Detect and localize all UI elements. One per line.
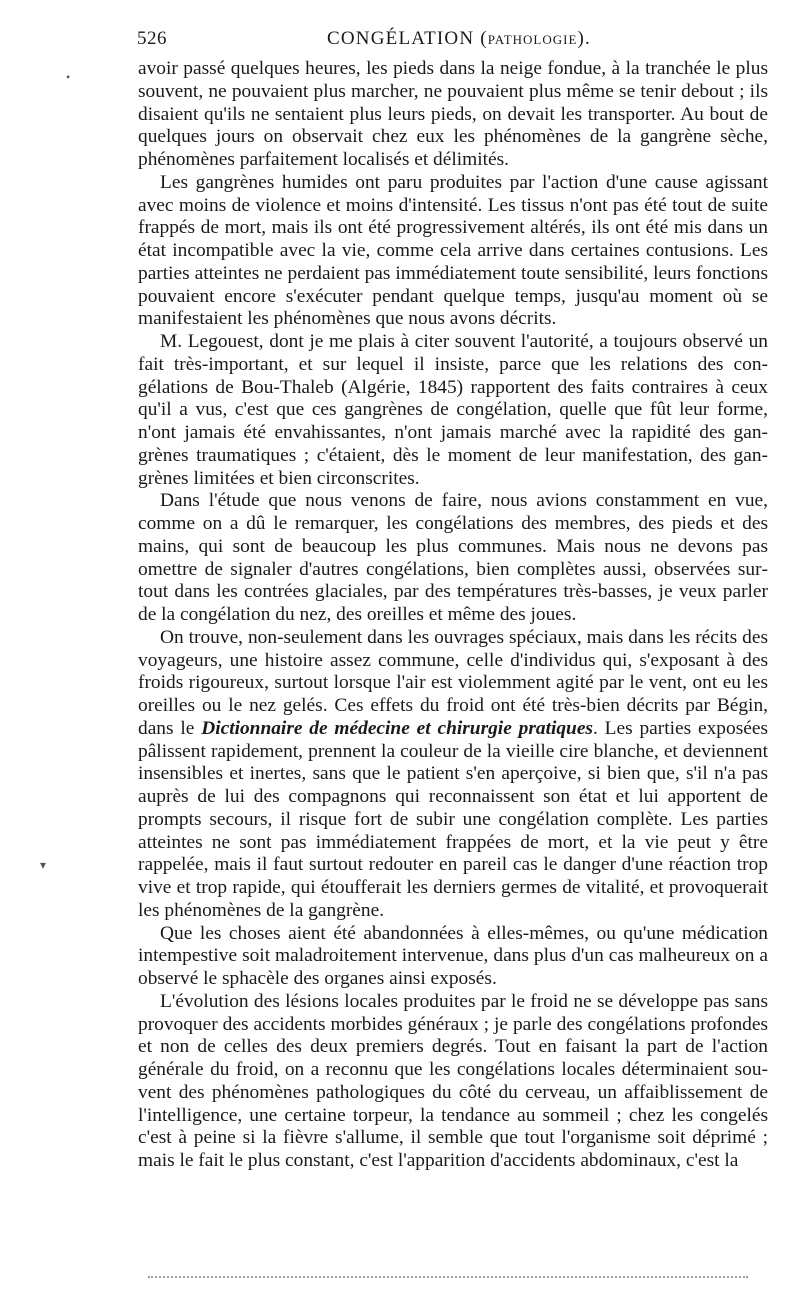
paragraph-3: M. Legouest, dont je me plais à citer souvent l'autorité, a toujours observé un fait très-important, et sur lequel il insiste, parce que les relations des congélations de Bou-Thaleb (Algérie, 1845) rapportent des faits contraires à ceux qu'il a vus, c'est que ces gangrènes de congélation, quelle que fût leur forme, n'ont jamais été envahissantes, n'ont jamais marché avec la rapidité des gangrènes traumatiques ; c'étaient, dès le moment de leur manifestation, des gangrènes limitées et bien circonscrites. bbox=[138, 331, 768, 489]
paragraph-1: avoir passé quelques heures, les pieds dans la neige fondue, à la tranchée le plus souvent, ne pouvaient plus marcher, ne pouvaient plus même se tenir debout ; ils disaient qu'ils ne sentaient plus leurs pieds, on devait les transporter. Au bout de quelques jours on observait chez eux les phénomènes de la gangrène sèche, phénomènes parfaitement localisés et délimités. bbox=[138, 58, 768, 170]
running-title-sub: PATHOLOGIE bbox=[487, 32, 578, 47]
dictionary-title: Dictionnaire de médecine et chirurgie pratiques bbox=[201, 717, 593, 739]
bottom-dotted-rule bbox=[148, 1276, 748, 1278]
body-text bbox=[138, 58, 768, 1173]
running-head bbox=[137, 28, 767, 54]
paragraph-6: Que les choses aient été abandonnées à elles-mêmes, ou qu'une médication intempestive soit maladroitement intervenue, dans plus d'un cas malheureux on a observé le sphacèle des organes ainsi exposés. bbox=[138, 922, 768, 989]
paragraph-5-after: . Les parties exposées pâlissent rapidement, prennent la couleur de la vieille cire blanche, et deviennent insensibles et inertes, sans que le patient s'en aperçoive, si bien que, s'il n'a pas auprès de lui des compagnons qui reconnaissent son état et lui apportent de prompts secours, il risque fort de subir une congélation complète. Les parties atteintes ne sont pas immédiatement frappées de mort, et la vie peut y être rappelée, mais il faut surtout redouter en pareil cas le danger d'une réaction trop vive et trop rapide, qui étoufferait les derniers germes de vitalité, et provoquerait les phénomènes de la gangrène. bbox=[138, 717, 768, 921]
paragraph-7: L'évolution des lésions locales produites par le froid ne se développe pas sans provoquer des accidents morbides généraux ; je parle des congélations profondes et non de celles des deux premiers degrés. Tout en faisant la part de l'action générale du froid, on a reconnu que les congélations locales déterminaient souvent des phénomènes pathologiques du côté du cerveau, un affaiblissement de l'intelligence, une certaine torpeur, la tendance au sommeil ; chez les congelés c'est à peine si la fièvre s'allume, il semble que tout l'organisme soit déprimé ; mais le fait le plus constant, c'est l'apparition d'accidents abdominaux, c'est la bbox=[138, 990, 768, 1171]
paragraph-2: Les gangrènes humides ont paru produites par l'action d'une cause agissant avec moins de violence et moins d'intensité. Les tissus n'ont pas été tout de suite frappés de mort, mais ils ont été progressivement altérés, ils ont été mis dans un état incompatible avec la vie, comme cela arrive dans certaines contusions. Les parties atteintes ne perdaient pas immédiatement toute sensibilité, leurs fonctions pouvaient encore s'exécuter pendant quelque temps, jusqu'au moment où se manifestaient les phénomènes que nous avons décrits. bbox=[138, 171, 768, 330]
running-title-main: CONGÉLATION bbox=[327, 28, 475, 49]
running-title-open: ( bbox=[474, 28, 488, 49]
running-title bbox=[327, 28, 591, 50]
margin-tick-mark: ▾ bbox=[40, 858, 47, 872]
paragraph-5 bbox=[138, 627, 768, 923]
running-title-close: ). bbox=[577, 28, 591, 49]
paragraph-5-before: On trouve, non-seulement dans les ouvrages spéciaux, mais dans les récits des voyageurs, une histoire assez commune, celle d'individus qui, s'exposant à des froids rigoureux, surtout lorsque l'air est violemment agité par le vent, ont eu les oreilles ou le nez gelés. Ces effets du froid ont été très-bien décrits par Bégin, dans le bbox=[138, 626, 768, 739]
margin-dot-mark: • bbox=[66, 70, 71, 84]
paragraph-4: Dans l'étude que nous venons de faire, nous avions constamment en vue, comme on a dû le remarquer, les congélations des membres, des pieds et des mains, qui sont de beaucoup les plus communes. Mais nous ne devons pas omettre de signaler d'autres congélations, bien complètes aussi, observées surtout dans les contrées glaciales, par des températures très-basses, je veux parler de la congélation du nez, des oreilles et même des joues. bbox=[138, 490, 768, 625]
page-number: 526 bbox=[137, 28, 167, 49]
